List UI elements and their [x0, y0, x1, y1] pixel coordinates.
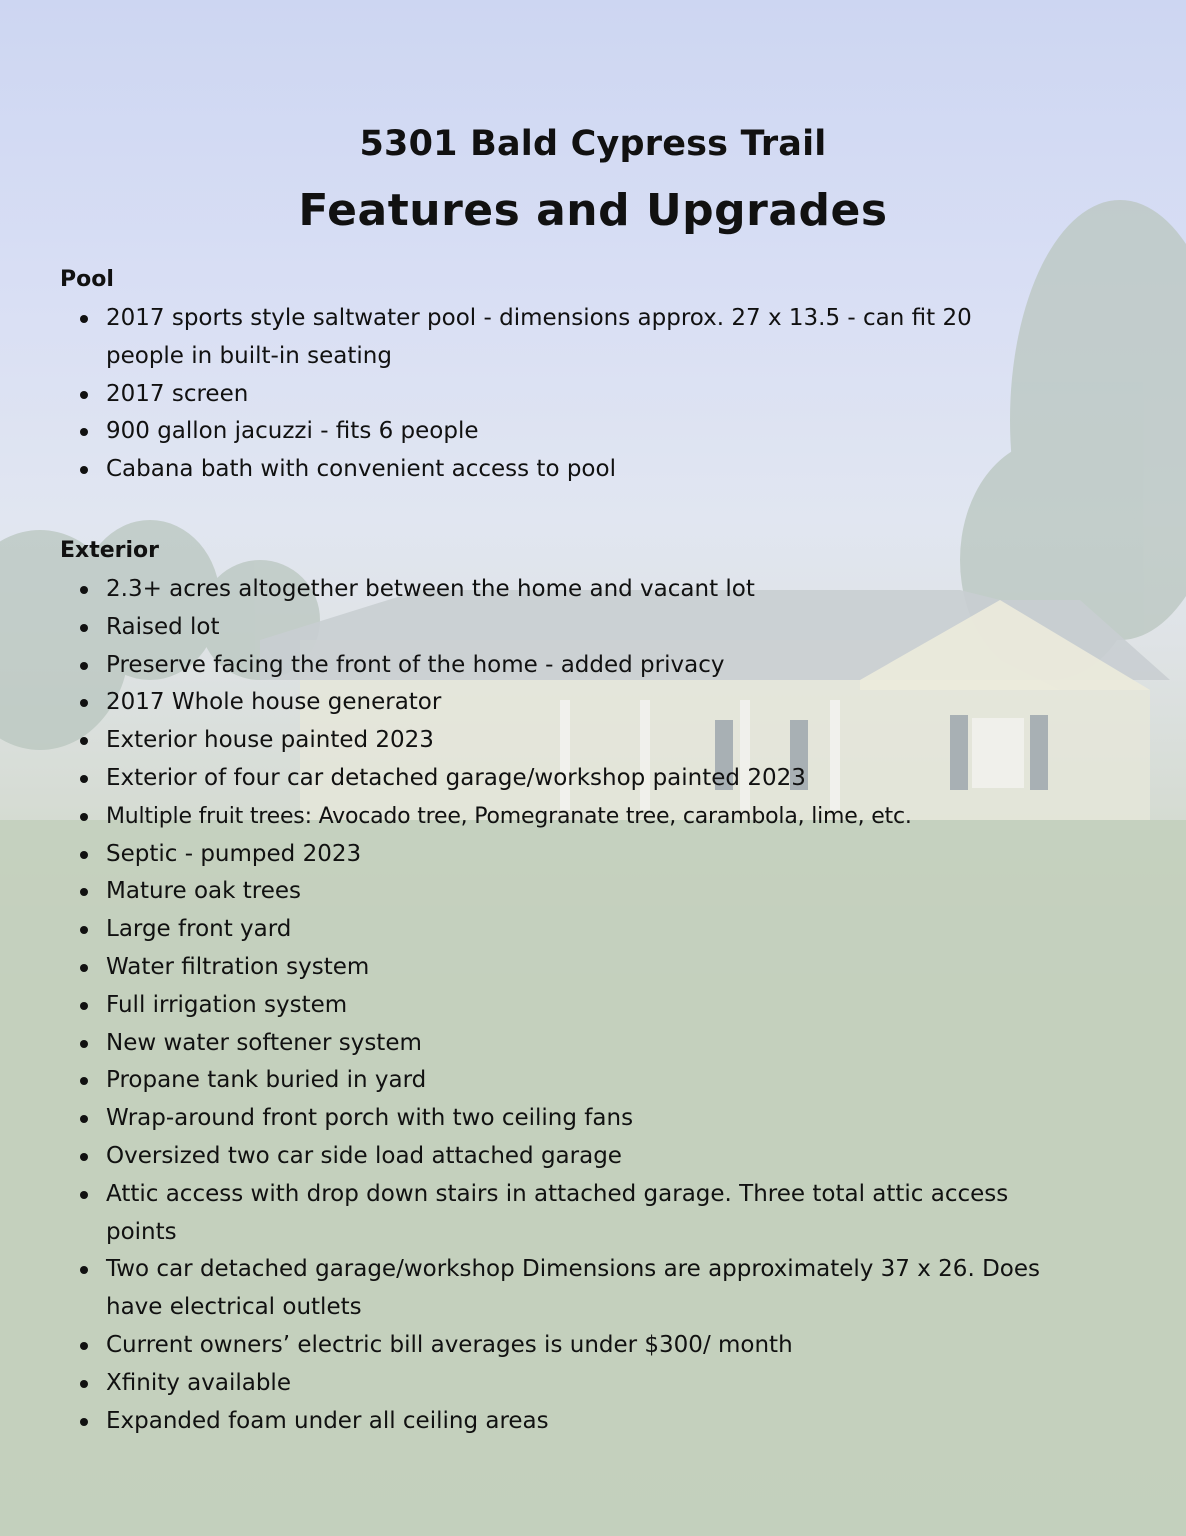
list-item: Large front yard	[106, 911, 1166, 949]
list-item: Septic - pumped 2023	[106, 836, 1166, 874]
page-title: Features and Upgrades	[298, 185, 888, 236]
list-item: Mature oak trees	[106, 873, 1166, 911]
list-item: Expanded foam under all ceiling areas	[106, 1403, 1166, 1441]
section-heading-pool: Pool	[60, 267, 114, 292]
list-item: Raised lot	[106, 609, 1166, 647]
pool-feature-list	[60, 300, 1166, 489]
list-item: 900 gallon jacuzzi - fits 6 people	[106, 413, 1166, 451]
list-item: Attic access with drop down stairs in attached garage. Three total attic access points	[106, 1176, 1056, 1252]
list-item: 2017 screen	[106, 376, 1166, 414]
list-item: Exterior house painted 2023	[106, 722, 1166, 760]
list-item: Xfinity available	[106, 1365, 1166, 1403]
list-item: Wrap-around front porch with two ceiling fans	[106, 1100, 1166, 1138]
list-item: Oversized two car side load attached garage	[106, 1138, 1166, 1176]
list-item: Propane tank buried in yard	[106, 1062, 1166, 1100]
list-item: Current owners’ electric bill averages is under $300/ month	[106, 1327, 1166, 1365]
list-item: 2017 sports style saltwater pool - dimensions approx. 27 x 13.5 - can fit 20 people in built-in seating	[106, 300, 1056, 376]
list-item: Water filtration system	[106, 949, 1166, 987]
list-item: New water softener system	[106, 1025, 1166, 1063]
list-item: Multiple fruit trees: Avocado tree, Pomegranate tree, carambola, lime, etc.	[106, 798, 1166, 836]
list-item: Cabana bath with convenient access to pool	[106, 451, 1166, 489]
exterior-feature-list	[60, 571, 1166, 1440]
list-item: Two car detached garage/workshop Dimensions are approximately 37 x 26. Does have electrical outlets	[106, 1251, 1091, 1327]
section-heading-exterior: Exterior	[60, 538, 160, 563]
property-address: 5301 Bald Cypress Trail	[359, 124, 827, 164]
list-item: Exterior of four car detached garage/workshop painted 2023	[106, 760, 1166, 798]
list-item: Preserve facing the front of the home - added privacy	[106, 647, 1166, 685]
list-item: 2017 Whole house generator	[106, 684, 1166, 722]
list-item: 2.3+ acres altogether between the home and vacant lot	[106, 571, 1166, 609]
list-item: Full irrigation system	[106, 987, 1166, 1025]
